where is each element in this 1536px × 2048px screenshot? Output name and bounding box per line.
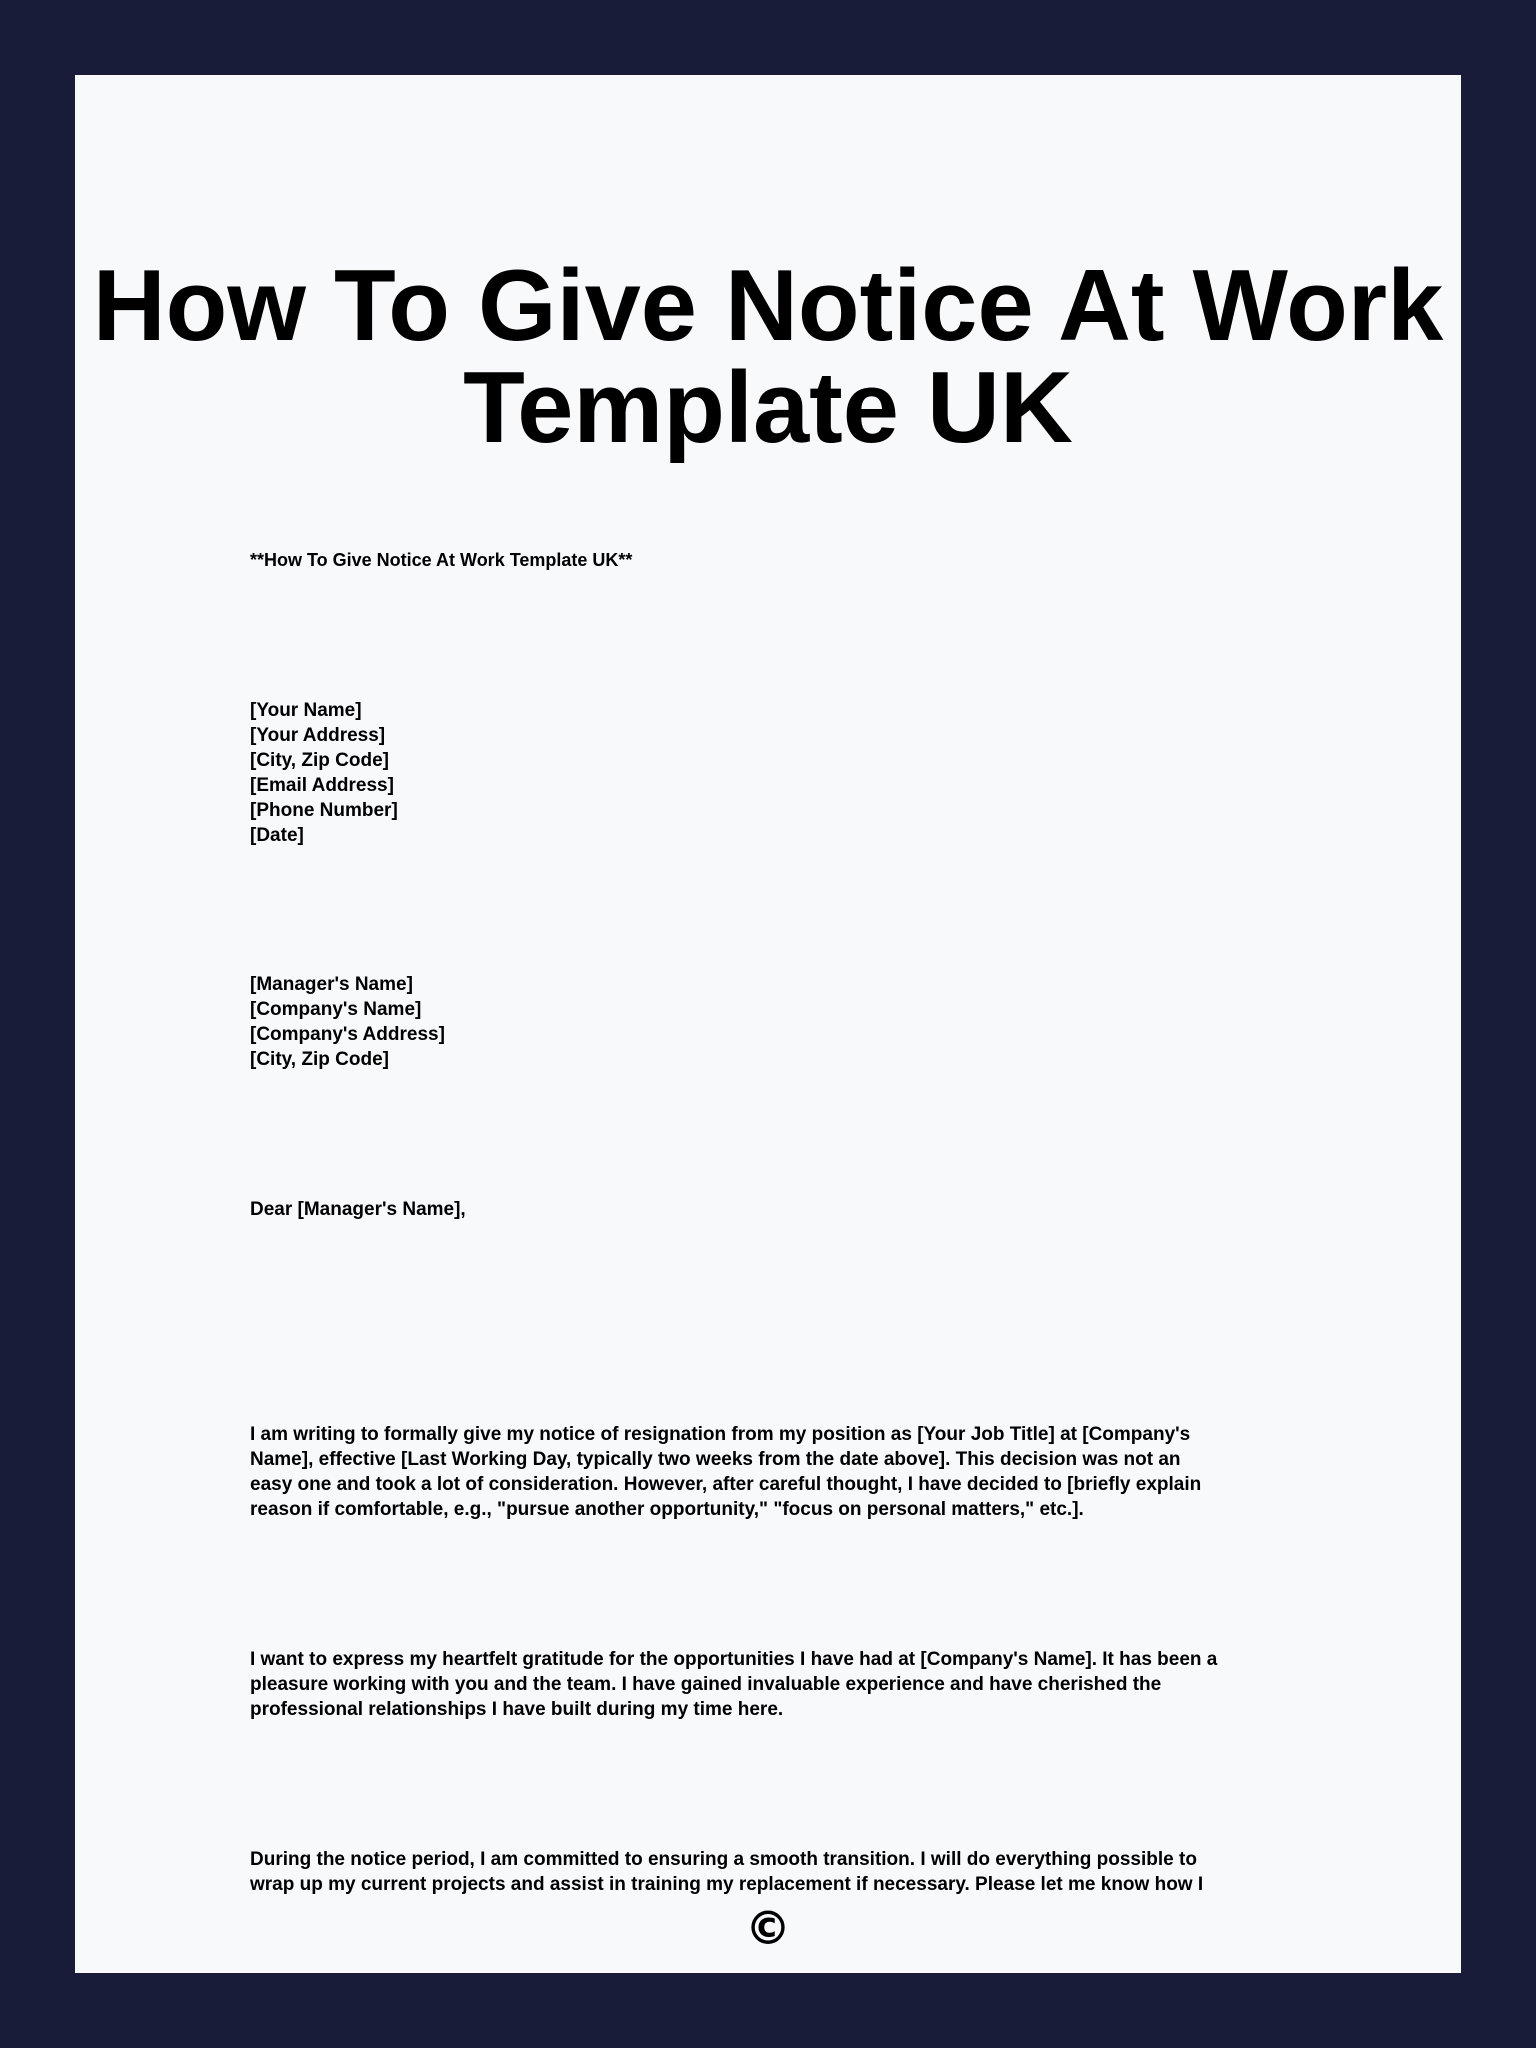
paragraph-line: I want to express my heartfelt gratitude for the opportunities I have had at [Company's Name]. It has been a (250, 1649, 1218, 1670)
title-line-1: How To Give Notice At Work (92, 250, 1444, 362)
paragraph-line: During the notice period, I am committed to ensuring a smooth transition. I will do everything possible to (250, 1849, 1197, 1870)
sender-address: [Your Address] (250, 725, 386, 746)
paragraph-gratitude (250, 1647, 1340, 1722)
sender-email: [Email Address] (250, 775, 394, 796)
paragraph-line: Name], effective [Last Working Day, typically two weeks from the date above]. This decision was not an (250, 1449, 1181, 1470)
recipient-company-name: [Company's Name] (250, 999, 422, 1020)
sender-phone: [Phone Number] (250, 800, 398, 821)
salutation: Dear [Manager's Name], (250, 1199, 466, 1220)
paragraph-resignation (250, 1422, 1340, 1522)
recipient-manager-name: [Manager's Name] (250, 974, 413, 995)
title-line-2: Template UK (463, 352, 1073, 464)
paragraph-transition (250, 1847, 1340, 1897)
paragraph-line: professional relationships I have built during my time here. (250, 1699, 784, 1720)
paragraph-line: I am writing to formally give my notice of resignation from my position as [Your Job Title] at [Company's (250, 1424, 1191, 1445)
copyright-icon: © (745, 1901, 791, 1955)
sender-name: [Your Name] (250, 700, 362, 721)
paragraph-line: wrap up my current projects and assist in training my replacement if necessary. Please let me know how I (250, 1874, 1204, 1895)
paragraph-line: reason if comfortable, e.g., "pursue another opportunity," "focus on personal matters," etc.]. (250, 1499, 1084, 1520)
sender-date: [Date] (250, 825, 304, 846)
sender-city-zip: [City, Zip Code] (250, 750, 389, 771)
page-title (75, 250, 1461, 464)
sender-address-block (250, 698, 1340, 848)
document-page (75, 75, 1461, 1973)
recipient-city-zip: [City, Zip Code] (250, 1049, 389, 1070)
document-subheading: **How To Give Notice At Work Template UK** (250, 550, 633, 570)
recipient-company-address: [Company's Address] (250, 1024, 445, 1045)
paragraph-line: easy one and took a lot of consideration. However, after careful thought, I have decided to [briefly explain (250, 1474, 1202, 1495)
paragraph-line: pleasure working with you and the team. I have gained invaluable experience and have cherished the (250, 1674, 1162, 1695)
recipient-address-block (250, 972, 1340, 1072)
